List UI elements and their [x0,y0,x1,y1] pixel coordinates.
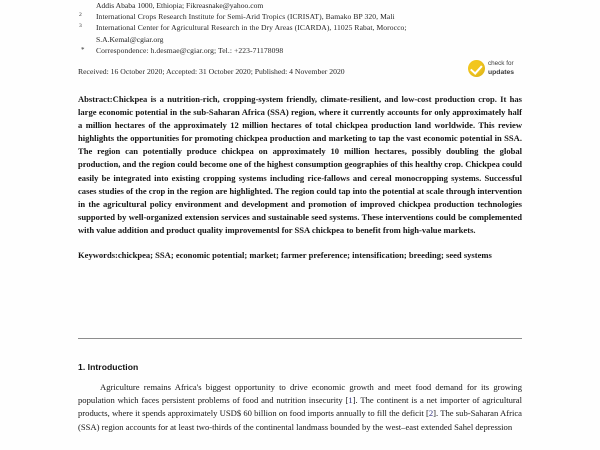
affiliation-item-2 [78,11,522,22]
intro-text-part-2: ]. The continent is a net importer of agricultural products, where it spends approximately USD$ 60 billion on food imports annually to fill the deficit [ [78,395,522,419]
affiliation-first-line: Addis Ababa 1000, Ethiopia; Fikreasnake@yahoo.com [96,1,264,10]
badge-line-2: updates [488,68,515,76]
citation-link-1[interactable]: 1 [348,395,353,406]
keywords-section [78,249,522,262]
affiliation-item-3 [78,22,522,33]
abstract-text: Chickpea is a nutrition-rich, cropping-system friendly, climate-resilient, and low-cost production crop. It has large economic potential in the sub-Saharan Africa (SSA) region, where it currently accounts for only approximately half a million hectares of the approximately 12 million hectares of total chickpea production land worldwide. This review highlights the opportunities for promoting chickpea production and marketing to tap the vast economic potential in SSA. The region can potentially produce chickpea on approximately 10 million hectares, possibly doubling the global production, and the region could become one of the highest consumption geographies of this healthy crop. Chickpea could easily be integrated into existing cropping systems including rice-fallows and cereal monocropping systems. Successful cases studies of the crop in the region are highlighted. The region could tap into the potential at scale through intervention in the agricultural policy environment and development and promotion of improved chickpea production technologies supported by well-organized extension services and sustainable seed systems. These interventions could be complemented with value addition and product quality improvementsl for SSA chickpea to benefit from high-value markets. [78,94,522,235]
section-divider [78,338,522,339]
abstract-label: Abstract: [78,94,113,105]
intro-text-part-3: ]. The sub-Saharan Africa (SSA) region accounts for at least two-thirds of the continental landmass bounded by the west–east extended Sahel depression [78,408,522,432]
header-affiliations-block [78,0,522,262]
abstract-section [78,93,522,237]
affiliation-marker-2: 2 [79,12,82,19]
affiliation-marker-3: 3 [79,23,82,30]
keywords-label: Keywords: [78,250,118,261]
correspondence-line [78,45,522,56]
correspondence-marker-icon: * [81,45,85,54]
keywords-text: chickpea; SSA; economic potential; market; farmer preference; intensification; breeding; seed systems [117,250,492,261]
citation-link-2[interactable]: 2 [428,408,434,419]
intro-text-part-1: Agriculture remains Africa's biggest opportunity to drive economic growth and meet food demand for its growing population which faces persistent problems of food and nutrition insecurity [ [78,382,522,406]
correspondence-text[interactable]: Correspondence: h.desmae@cgiar.org; Tel.: +223-71178098 [96,45,284,55]
affiliation-text-3: International Center for Agricultural Research in the Dry Areas (ICARDA), 11025 Rabat, Morocco; [96,23,407,33]
affiliation-email-continuation[interactable]: S.A.Kemal@cgiar.org [96,34,164,44]
badge-line-1: check for [488,59,514,67]
publication-dates: Received: 16 October 2020; Accepted: 31 October 2020; Published: 4 November 2020 [78,67,345,77]
check-for-updates-badge[interactable] [468,57,534,79]
introduction-paragraph [78,381,522,434]
affiliation-text-2: International Crops Research Institute for Semi-Arid Tropics (ICRISAT), Bamako BP 320, Mali [96,12,395,22]
check-for-updates-label [488,60,514,77]
introduction-heading: 1. Introduction [78,362,139,372]
check-circle-icon [468,60,485,77]
